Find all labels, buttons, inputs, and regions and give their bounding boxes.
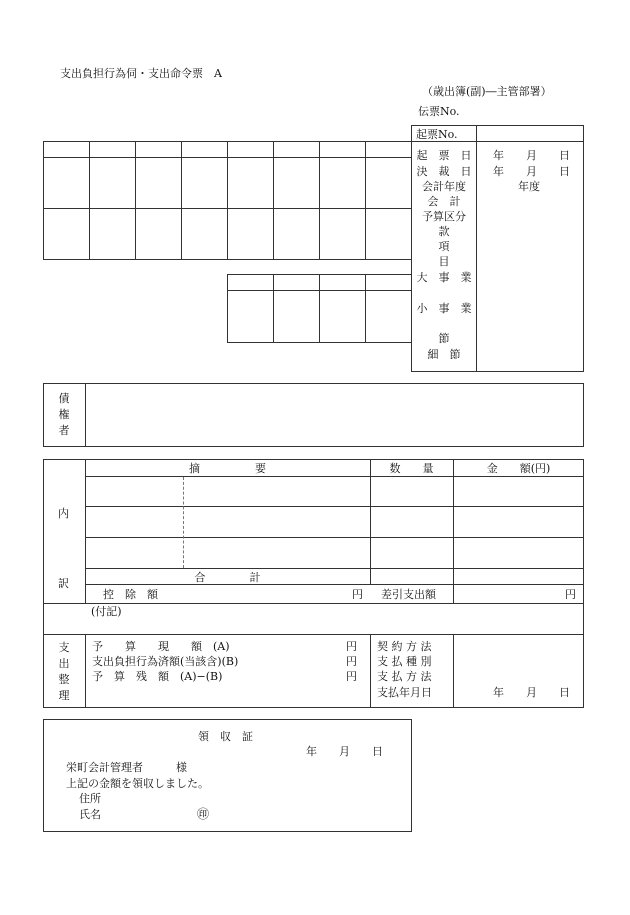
info-label-major-project: 大 事 業: [416, 271, 472, 284]
col-amount-header: 金 額(円): [486, 462, 551, 475]
info-value-fiscal-year: 年度: [518, 180, 540, 193]
contract-method-label: 契 約 方 法: [377, 640, 432, 653]
total-label: 合 計: [194, 571, 261, 584]
info-label-account: 会 計: [427, 195, 461, 208]
seal-icon: ㊞: [197, 807, 210, 821]
budget-remaining-yen: 円: [346, 670, 357, 683]
receipt-title: 領 収 証: [198, 730, 253, 743]
payment-date-value: 年 月 日: [493, 686, 570, 699]
budget-current-yen: 円: [346, 640, 357, 653]
committed-amount-label: 支出負担行為済額(当該含)(B): [92, 655, 239, 668]
payment-side-label: 支出整理: [58, 641, 70, 702]
info-label-kessai-date: 決 裁 日: [416, 165, 472, 178]
kihyo-no-label: 起票No.: [416, 128, 458, 141]
remarks-label: (付記): [91, 605, 122, 618]
receipt-statement: 上記の金額を領収しました。: [66, 777, 209, 790]
info-label-setsu: 節: [438, 332, 450, 345]
info-label-moku: 目: [438, 255, 450, 268]
info-label-saisetsu: 細 節: [427, 348, 461, 361]
info-value-kessai-date: 年 月 日: [493, 165, 570, 178]
info-value-kihyo-date: 年 月 日: [493, 149, 570, 162]
receipt-name-label: 氏名: [79, 808, 101, 821]
payment-date-label: 支払年月日: [377, 686, 432, 699]
payment-method-label: 支 払 方 法: [377, 670, 432, 683]
col-summary-header: 摘 要: [189, 462, 266, 475]
copy-label: （歳出簿(副)―主管部署）: [422, 85, 552, 98]
net-payment-yen: 円: [565, 588, 576, 601]
creditor-label: 債権者: [58, 392, 70, 437]
info-label-budget-division: 予算区分: [422, 210, 466, 223]
receipt-address-label: 住所: [79, 792, 101, 805]
budget-current-label: 予 算 現 額 (A): [92, 640, 230, 653]
info-label-fiscal-year: 会計年度: [422, 180, 466, 193]
info-label-kou: 項: [438, 240, 450, 253]
deduction-label: 控 除 額: [103, 588, 158, 601]
receipt-addressee: 栄町会計管理者 様: [66, 761, 187, 774]
info-label-kihyo-date: 起 票 日: [416, 149, 472, 162]
deduction-yen: 円: [352, 588, 363, 601]
payment-type-label: 支 払 種 別: [377, 655, 432, 668]
detail-side-top: 内: [58, 507, 69, 520]
info-label-kan: 款: [438, 225, 450, 238]
form-title: 支出負担行為伺・支出命令票 A: [60, 67, 222, 80]
detail-side-bottom: 訳: [58, 577, 69, 590]
receipt-date: 年 月 日: [306, 745, 383, 758]
info-label-minor-project: 小 事 業: [416, 302, 472, 315]
net-payment-label: 差引支出額: [381, 588, 436, 601]
col-qty-header: 数 量: [389, 462, 434, 475]
voucher-no-label: 伝票No.: [418, 105, 460, 118]
budget-remaining-label: 予 算 残 額 (A)−(B): [92, 670, 223, 683]
committed-amount-yen: 円: [346, 655, 357, 668]
